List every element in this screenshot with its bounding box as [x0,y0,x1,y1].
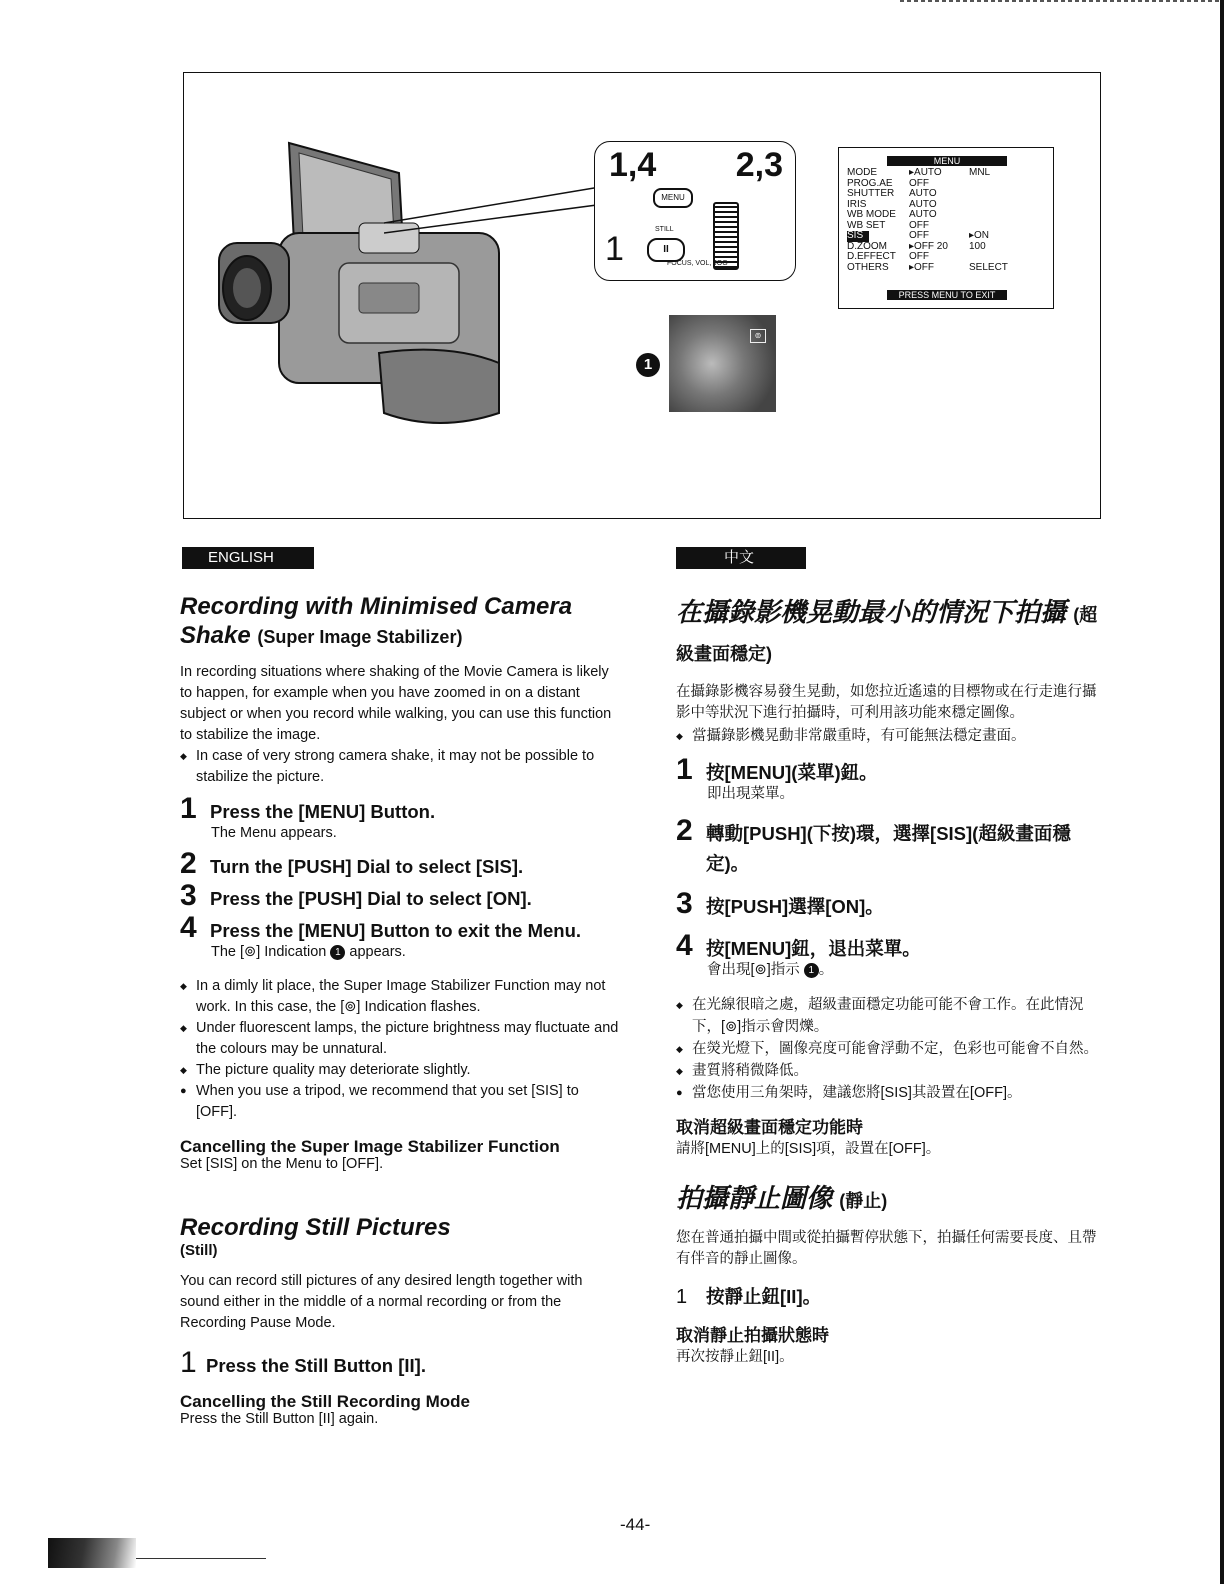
language-label-chinese: 中文 [676,547,806,569]
cancel-stabilizer-heading-zh: 取消超級畫面穩定功能時 [676,1118,863,1137]
note-item: ◆ 畫質將稍微降低。 [676,1060,1104,1082]
note-item: ◆ 在光線很暗之處，超級畫面穩定功能可能不會工作。在此情況下，[⊚]指示會閃爍。 [676,994,1104,1038]
indicator-badge-1: 1 [804,963,819,978]
menu-row: D.ZOOM ▸OFF 20 100 [847,240,986,252]
menu-row-sis-highlighted: SIS OFF ▸ON [847,230,990,241]
menu-screen-footer: PRESS MENU TO EXIT [887,290,1007,300]
indicator-badge-1: 1 [330,945,345,960]
menu-row: SHUTTER AUTO [847,188,937,199]
top-dashed-rule [900,0,1220,2]
step-1-zh: 1 按[MENU](菜單)鈕。 [676,753,878,786]
still-step-1-zh: 1 按靜止鈕[II]。 [676,1286,822,1308]
menu-screen-title: MENU [887,156,1007,166]
still-intro-paragraph-zh: 您在普通拍攝中間或從拍攝暫停狀態下，拍攝任何需要長度、且帶有伴音的靜止圖像。 [676,1230,1097,1267]
menu-row: MODE ▸AUTO MNL [847,167,991,178]
note-item: ● 當您使用三角架時，建議您將[SIS]其設置在[OFF]。 [676,1082,1104,1104]
cancel-stabilizer-text: Set [SIS] on the Menu to [OFF]. [180,1156,384,1172]
cancel-still-text-zh: 再次按靜止鈕[II]。 [676,1349,794,1365]
step-3-zh: 3 按[PUSH]選擇[ON]。 [676,887,884,920]
section-subtitle: (Super Image Stabilizer) [257,627,463,647]
intro-paragraph: In recording situations where shaking of the Movie Camera is likely to happen, for example when you have zoomed in on a distant subject or when you record while walking, you can use this function to stabilize the image. [180,664,612,743]
indicator-badge-1: 1 [636,353,660,377]
note-item: ◆ The picture quality may deteriorate slightly. [180,1060,620,1081]
page-number: -44- [620,1515,651,1534]
english-column [180,592,620,1428]
step-4-description-zh: 會出現[⊚]指示 1 。 [707,962,834,978]
callout-label-steps-2-3: 2,3 [735,146,783,184]
still-picture-example [669,315,776,412]
language-label-english: ENGLISH [182,547,314,569]
scan-corner-mark [48,1538,136,1568]
notes-list-zh [676,994,1104,1104]
callout-label-step-1: 1 [605,230,624,268]
notes-list [180,976,620,1123]
section-subtitle-zh: (靜止) [839,1191,888,1211]
still-button-diagram: II [647,238,685,262]
section-title-stabilizer-zh: 在攝錄影機晃動最小的情況下拍攝 (超級畫面穩定) [676,597,1098,664]
section-subtitle: (Still) [180,1242,218,1259]
focus-vol-jog-caption: FOCUS, VOL, JOG [667,260,728,267]
cancel-still-heading: Cancelling the Still Recording Mode [180,1392,470,1411]
step-4-zh: 4 按[MENU]鈕，退出菜單。 [676,929,921,962]
cancel-stabilizer-heading: Cancelling the Super Image Stabilizer Function [180,1137,560,1156]
section-subtitle-zh: (超級畫面穩定) [676,605,1098,664]
illustration-box [183,72,1101,519]
cancel-still-text: Press the Still Button [II] again. [180,1411,379,1427]
step-2-zh: 2 轉動[PUSH](下按)環，選擇[SIS](超級畫面穩定)。 [676,814,1071,874]
note-item: ◆ 當攝錄影機晃動非常嚴重時，有可能無法穩定畫面。 [676,726,1104,747]
menu-row: D.EFFECT OFF [847,251,929,262]
still-intro-paragraph: You can record still pictures of any desired length together with sound either in the middle of a normal recording or from the Recording Pause Mode. [180,1273,583,1331]
menu-screen-rows [847,168,1029,273]
button-callout [594,141,796,281]
note-list-zh [676,726,1104,747]
note-item: ● When you use a tripod, we recommend that you set [SIS] to [OFF]. [180,1081,620,1123]
note-item: ◆ In case of very strong camera shake, it may not be possible to stabilize the picture. [180,746,620,788]
chinese-column [676,594,1104,1366]
step-1-description-zh: 即出現菜單。 [707,786,794,802]
section-title-still: Recording Still Pictures [180,1214,451,1241]
menu-row: OTHERS ▸OFF SELECT [847,261,1008,273]
step-4: 4 Press the [MENU] Button to exit the Menu. [180,911,582,944]
cancel-stabilizer-text-zh: 請將[MENU]上的[SIS]項，設置在[OFF]。 [676,1141,941,1157]
step-1: 1 Press the [MENU] Button. [180,792,436,825]
note-list [180,746,620,788]
section-title-stabilizer: Recording with Minimised Camera Shake (Super Image Stabilizer) [180,593,573,649]
intro-paragraph-zh: 在攝錄影機容易發生晃動，如您拉近遙遠的目標物或在行走進行攝影中等狀況下進行拍攝時，可利用該功能來穩定圖像。 [676,684,1097,721]
camcorder-illustration [209,113,509,443]
stabilizer-indicator-icon: ⊚ [754,962,767,978]
callout-label-steps-1-4: 1,4 [609,146,657,184]
page-edge-rule [1220,0,1224,1584]
menu-row: WB SET OFF [847,219,929,231]
menu-row: WB MODE AUTO [847,209,937,220]
step-1-description: The Menu appears. [211,825,337,841]
callout-pointer [384,183,614,243]
still-button-caption: STILL [655,226,674,233]
note-item: ◆ 在熒光燈下，圖像亮度可能會浮動不定，色彩也可能會不自然。 [676,1038,1104,1060]
note-item: ◆ In a dimly lit place, the Super Image Stabilizer Function may not work. In this case, the [⊚] Indication flashes. [180,976,620,1018]
cancel-still-heading-zh: 取消靜止拍攝狀態時 [676,1326,829,1345]
stabilizer-indicator-icon: ⊚ [750,329,766,343]
stabilizer-indicator-icon: ⊚ [244,944,257,960]
menu-row: IRIS AUTO [847,198,937,210]
menu-row: PROG.AE OFF [847,177,929,189]
section-title-still-zh: 拍攝靜止圖像 (靜止) [676,1183,888,1213]
scan-corner-line [136,1558,266,1559]
menu-button-diagram: MENU [653,188,693,208]
step-4-description: The [⊚] Indication 1 appears. [211,944,406,960]
menu-screen-diagram [838,147,1054,309]
step-3: 3 Press the [PUSH] Dial to select [ON]. [180,879,532,912]
note-item: ◆ Under fluorescent lamps, the picture brightness may fluctuate and the colours may be unnatural. [180,1018,620,1060]
still-step-1: 1 Press the Still Button [II]. [180,1346,426,1379]
step-2: 2 Turn the [PUSH] Dial to select [SIS]. [180,847,524,880]
